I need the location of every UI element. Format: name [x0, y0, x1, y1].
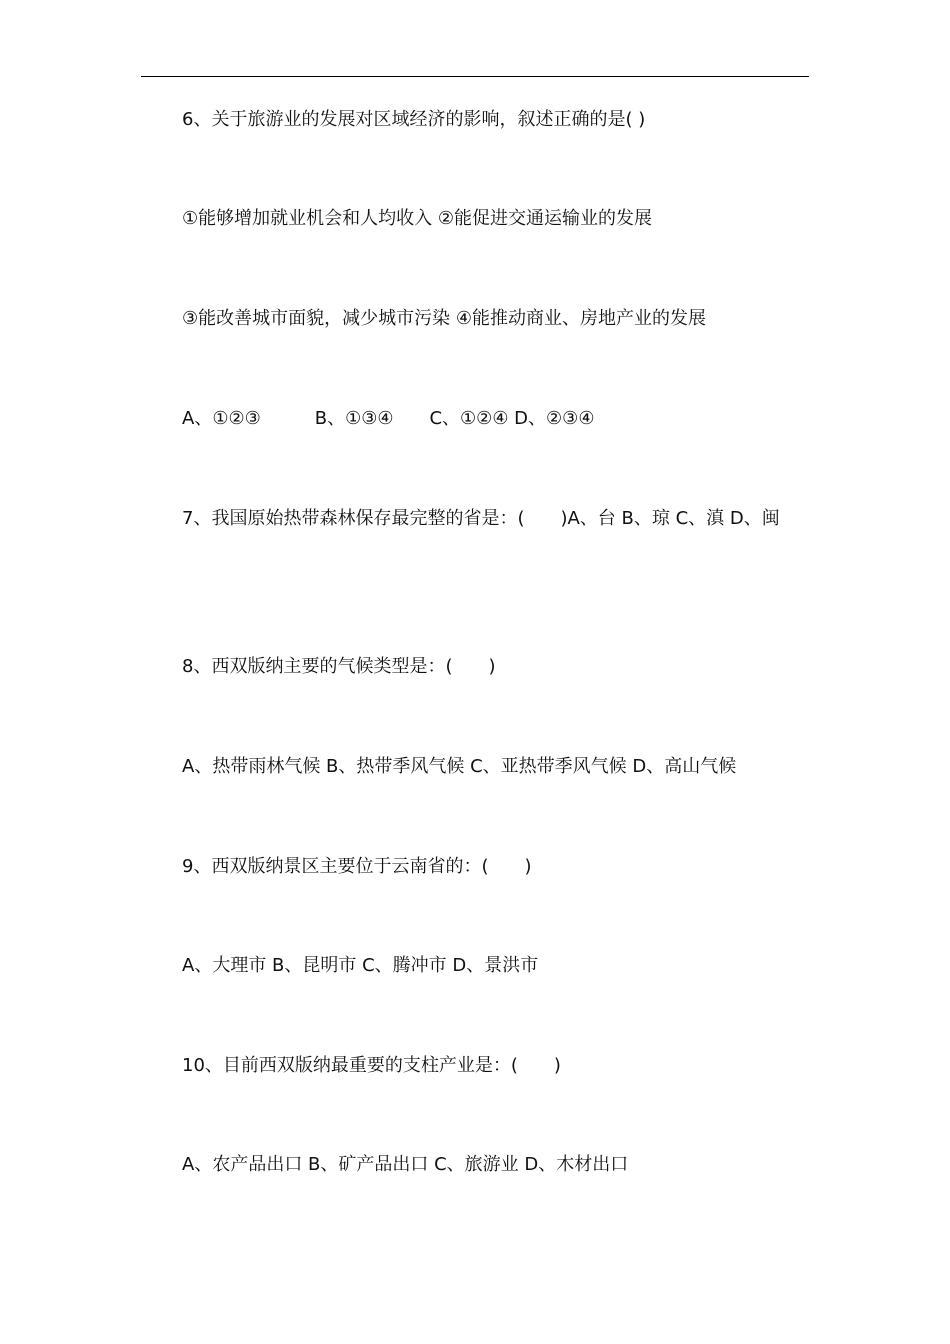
question-10-options: A、农产品出口 B、矿产品出口 C、旅游业 D、木材出口: [182, 1154, 629, 1175]
question-9-options: A、大理市 B、昆明市 C、腾冲市 D、景洪市: [182, 955, 539, 976]
question-6-statement-1-2: ①能够增加就业机会和人均收入 ②能促进交通运输业的发展: [182, 208, 652, 229]
question-6-statement-3-4: ③能改善城市面貌，减少城市污染 ④能推动商业、房地产业的发展: [182, 308, 706, 329]
question-6-options: A、①②③ B、①③④ C、①②④ D、②③④: [182, 408, 595, 429]
question-7-stem: 7、我国原始热带森林保存最完整的省是：( )A、台 B、琼 C、滇 D、闽: [182, 508, 780, 529]
question-9-stem: 9、西双版纳景区主要位于云南省的：( ): [182, 856, 532, 877]
question-6-stem: 6、关于旅游业的发展对区域经济的影响，叙述正确的是( ): [182, 109, 646, 130]
question-8-stem: 8、西双版纳主要的气候类型是：( ): [182, 656, 496, 677]
question-10-stem: 10、目前西双版纳最重要的支柱产业是：( ): [182, 1055, 561, 1076]
question-8-options: A、热带雨林气候 B、热带季风气候 C、亚热带季风气候 D、高山气候: [182, 756, 737, 777]
header-rule: [141, 76, 809, 77]
